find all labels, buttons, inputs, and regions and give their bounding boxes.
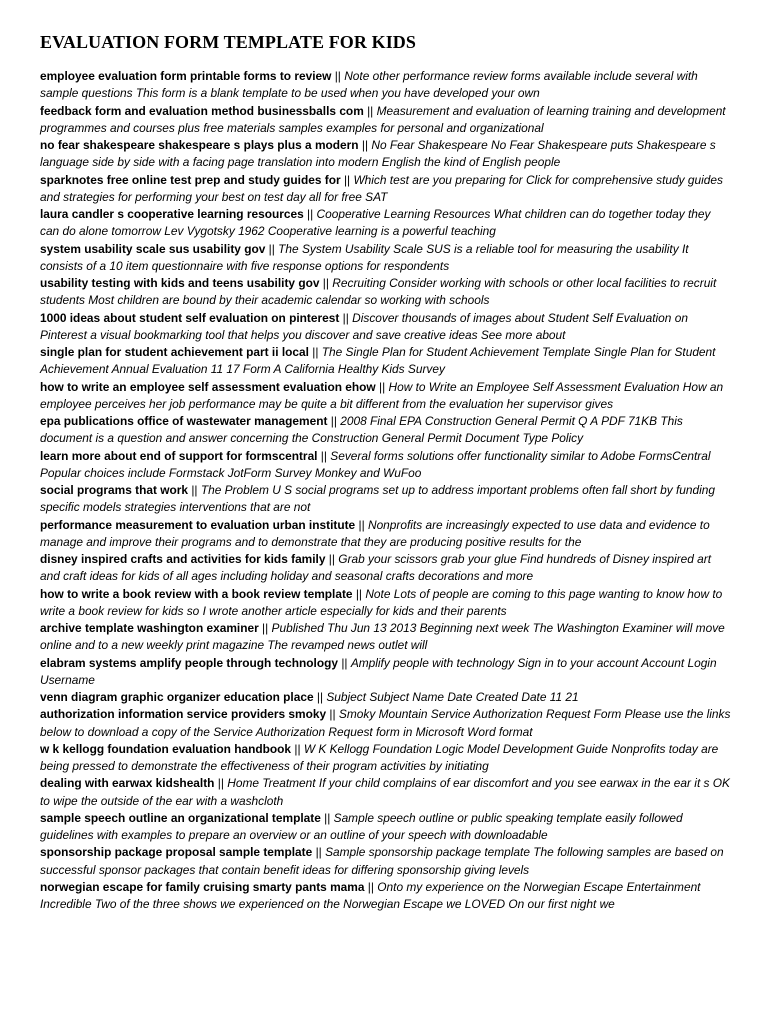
list-item xyxy=(40,482,732,517)
list-item xyxy=(40,620,732,655)
list-item xyxy=(40,844,732,879)
entry-description: Subject Subject Name Date Created Date 11 21 xyxy=(326,690,579,704)
entry-description: Grab your scissors grab your glue Find hundreds of Disney inspired art and craft ideas for kids of all ages including holiday and seasonal crafts decorations and more xyxy=(40,552,712,584)
entry-separator: || xyxy=(329,707,336,722)
list-item xyxy=(40,206,732,241)
entry-heading: sparknotes free online test prep and study guides for xyxy=(40,172,341,187)
entry-description: Onto my experience on the Norwegian Escape Entertainment Incredible Two of the three shows we experienced on the Norwegian Escape we LOVED On our first night we xyxy=(40,879,701,911)
entry-separator: || xyxy=(294,741,301,756)
entry-heading: epa publications office of wastewater management xyxy=(40,414,328,428)
entry-separator: || xyxy=(358,517,365,532)
entry-description: Measurement and evaluation of learning training and development programmes and courses plus free materials samples examples for personal and organizational xyxy=(40,103,726,135)
entry-separator: || xyxy=(320,448,327,463)
entry-description: Smoky Mountain Service Authorization Request Form Please use the links below to download a copy of the Service Authorization Request form in Microsoft Word format xyxy=(40,707,731,739)
list-item xyxy=(40,775,732,810)
entry-heading: performance measurement to evaluation urban institute xyxy=(40,517,356,532)
entry-description: Home Treatment If your child complains of ear discomfort and you see earwax in the ear it s OK to wipe the outside of the ear with a washcloth xyxy=(40,776,730,808)
entry-heading: system usability scale sus usability gov xyxy=(40,241,266,256)
entry-heading: employee evaluation form printable forms to review xyxy=(40,69,332,83)
list-item xyxy=(40,879,732,914)
entry-heading: dealing with earwax kidshealth xyxy=(40,776,215,791)
entry-heading: 1000 ideas about student self evaluation on pinterest xyxy=(40,310,340,325)
entry-heading: learn more about end of support for formscentral xyxy=(40,448,318,463)
entry-heading: elabram systems amplify people through technology xyxy=(40,655,338,670)
entry-separator: || xyxy=(316,690,324,704)
entry-separator: || xyxy=(307,207,314,221)
page-title: EVALUATION FORM TEMPLATE FOR KIDS xyxy=(40,32,417,52)
entry-heading: single plan for student achievement part ii local xyxy=(40,345,309,359)
entry-description: Published Thu Jun 13 2013 Beginning next week The Washington Examiner will move online and to a new weekly print magazine The revamped news outlet will xyxy=(40,621,725,653)
entry-separator: || xyxy=(324,810,331,825)
entry-description: W K Kellogg Foundation Logic Model Development Guide Nonprofits today are being pressed to demonstrate the effectiveness of their program activities by initiating xyxy=(40,741,719,773)
list-item xyxy=(40,103,732,138)
entry-list xyxy=(40,68,732,913)
entry-description: Several forms solutions offer functionality similar to Adobe FormsCentral Popular choices include Formstack JotForm Survey Monkey and WuFoo xyxy=(40,448,711,480)
entry-separator: || xyxy=(341,655,348,670)
entry-heading: norwegian escape for family cruising smarty pants mama xyxy=(40,879,365,894)
list-item xyxy=(40,586,732,621)
entry-description: Note Lots of people are coming to this page wanting to know how to write a book review for kids so I wrote another article especially for kids and their parents xyxy=(40,586,723,618)
entry-heading: venn diagram graphic organizer education place xyxy=(40,690,314,704)
entry-separator: || xyxy=(262,621,269,635)
entry-separator: || xyxy=(342,310,349,325)
entry-separator: || xyxy=(367,879,374,894)
entry-heading: how to write a book review with a book review template xyxy=(40,586,353,601)
list-item xyxy=(40,172,732,207)
entry-description: Sample sponsorship package template The following samples are based on successful sponsor packages that contain benefit ideas for differing sponsorship giving levels xyxy=(40,845,724,877)
entry-heading: sponsorship package proposal sample template xyxy=(40,845,313,860)
entry-heading: laura candler s cooperative learning resources xyxy=(40,207,304,221)
entry-heading: archive template washington examiner xyxy=(40,621,259,635)
entry-description: Discover thousands of images about Student Self Evaluation on Pinterest a visual bookmarking tool that helps you discover and save creative ideas See more about xyxy=(40,310,688,342)
list-item xyxy=(40,448,732,483)
list-item xyxy=(40,741,732,776)
list-item xyxy=(40,137,732,172)
entry-description: No Fear Shakespeare No Fear Shakespeare puts Shakespeare s language side by side with a facing page translation into modern English the kind of English people xyxy=(40,138,716,170)
entry-separator: || xyxy=(268,241,275,256)
entry-heading: how to write an employee self assessment evaluation ehow xyxy=(40,379,376,394)
list-item xyxy=(40,310,732,345)
entry-description: The System Usability Scale SUS is a reliable tool for measuring the usability It consists of a 10 item questionnaire with five response options for respondents xyxy=(40,241,689,273)
entry-description: Which test are you preparing for Click for comprehensive study guides and strategies for performing your best on test day all for free SAT xyxy=(40,172,723,204)
entry-heading: w k kellogg foundation evaluation handbook xyxy=(40,741,292,756)
list-item xyxy=(40,379,732,414)
entry-heading: disney inspired crafts and activities for kids family xyxy=(40,552,326,566)
entry-heading: sample speech outline an organizational template xyxy=(40,810,321,825)
list-item xyxy=(40,689,732,706)
entry-separator: || xyxy=(315,845,322,860)
entry-separator: || xyxy=(322,276,329,290)
entry-separator: || xyxy=(191,483,198,497)
list-item xyxy=(40,810,732,845)
entry-separator: || xyxy=(355,586,363,601)
entry-separator: || xyxy=(328,552,335,566)
entry-heading: authorization information service providers smoky xyxy=(40,707,327,722)
entry-heading: usability testing with kids and teens usability gov xyxy=(40,276,320,290)
list-item xyxy=(40,655,732,690)
entry-heading: no fear shakespeare shakespeare s plays plus a modern xyxy=(40,138,359,152)
entry-separator: || xyxy=(367,103,374,118)
list-item xyxy=(40,344,732,379)
entry-description: The Problem U S social programs set up to address important problems often fall short by funding specific models strategies interventions that are not xyxy=(40,483,716,515)
list-item xyxy=(40,241,732,276)
list-item xyxy=(40,68,732,103)
entry-description: Amplify people with technology Sign in to your account Account Login Username xyxy=(40,655,717,687)
entry-description: Recruiting Consider working with schools or other local facilities to recruit students Most children are bound by their academic calendar so working with schools xyxy=(40,276,717,308)
entry-separator: || xyxy=(361,138,369,152)
entry-description: Sample speech outline or public speaking template easily followed guidelines with examples to prepare an overview or an outline of your speech with downloadable xyxy=(40,810,683,842)
entry-description: The Single Plan for Student Achievement Template Single Plan for Student Achievement Annual Evaluation 11 17 Form A California Healthy Kids Survey xyxy=(40,345,716,377)
entry-description: Note other performance review forms available include several with sample questions This form is a blank template to be used when you have developed your own xyxy=(40,69,698,101)
entry-description: Cooperative Learning Resources What children can do together today they can do alone tomorrow Lev Vygotsky 1962 Cooperative learning is a powerful teaching xyxy=(40,207,711,239)
list-item xyxy=(40,413,732,448)
entry-separator: || xyxy=(379,379,386,394)
entry-separator: || xyxy=(217,776,224,791)
list-item xyxy=(40,551,732,586)
entry-heading: feedback form and evaluation method businessballs com xyxy=(40,103,364,118)
entry-separator: || xyxy=(334,69,341,83)
entry-description: Nonprofits are increasingly expected to use data and evidence to manage and improve their programs and to demonstrate that they are producing positive results for the xyxy=(40,517,710,549)
list-item xyxy=(40,275,732,310)
list-item xyxy=(40,517,732,552)
document-page xyxy=(40,32,732,913)
entry-separator: || xyxy=(312,345,319,359)
entry-heading: social programs that work xyxy=(40,483,189,497)
entry-description: 2008 Final EPA Construction General Permit Q A PDF 71KB This document is a question and answer concerning the Construction General Permit Document Type Policy xyxy=(40,414,683,446)
entry-separator: || xyxy=(330,414,337,428)
entry-separator: || xyxy=(343,172,351,187)
list-item xyxy=(40,706,732,741)
entry-description: How to Write an Employee Self Assessment Evaluation How an employee perceives her job performance may be quite a bit different from the evaluation her supervisor gives xyxy=(40,379,724,411)
